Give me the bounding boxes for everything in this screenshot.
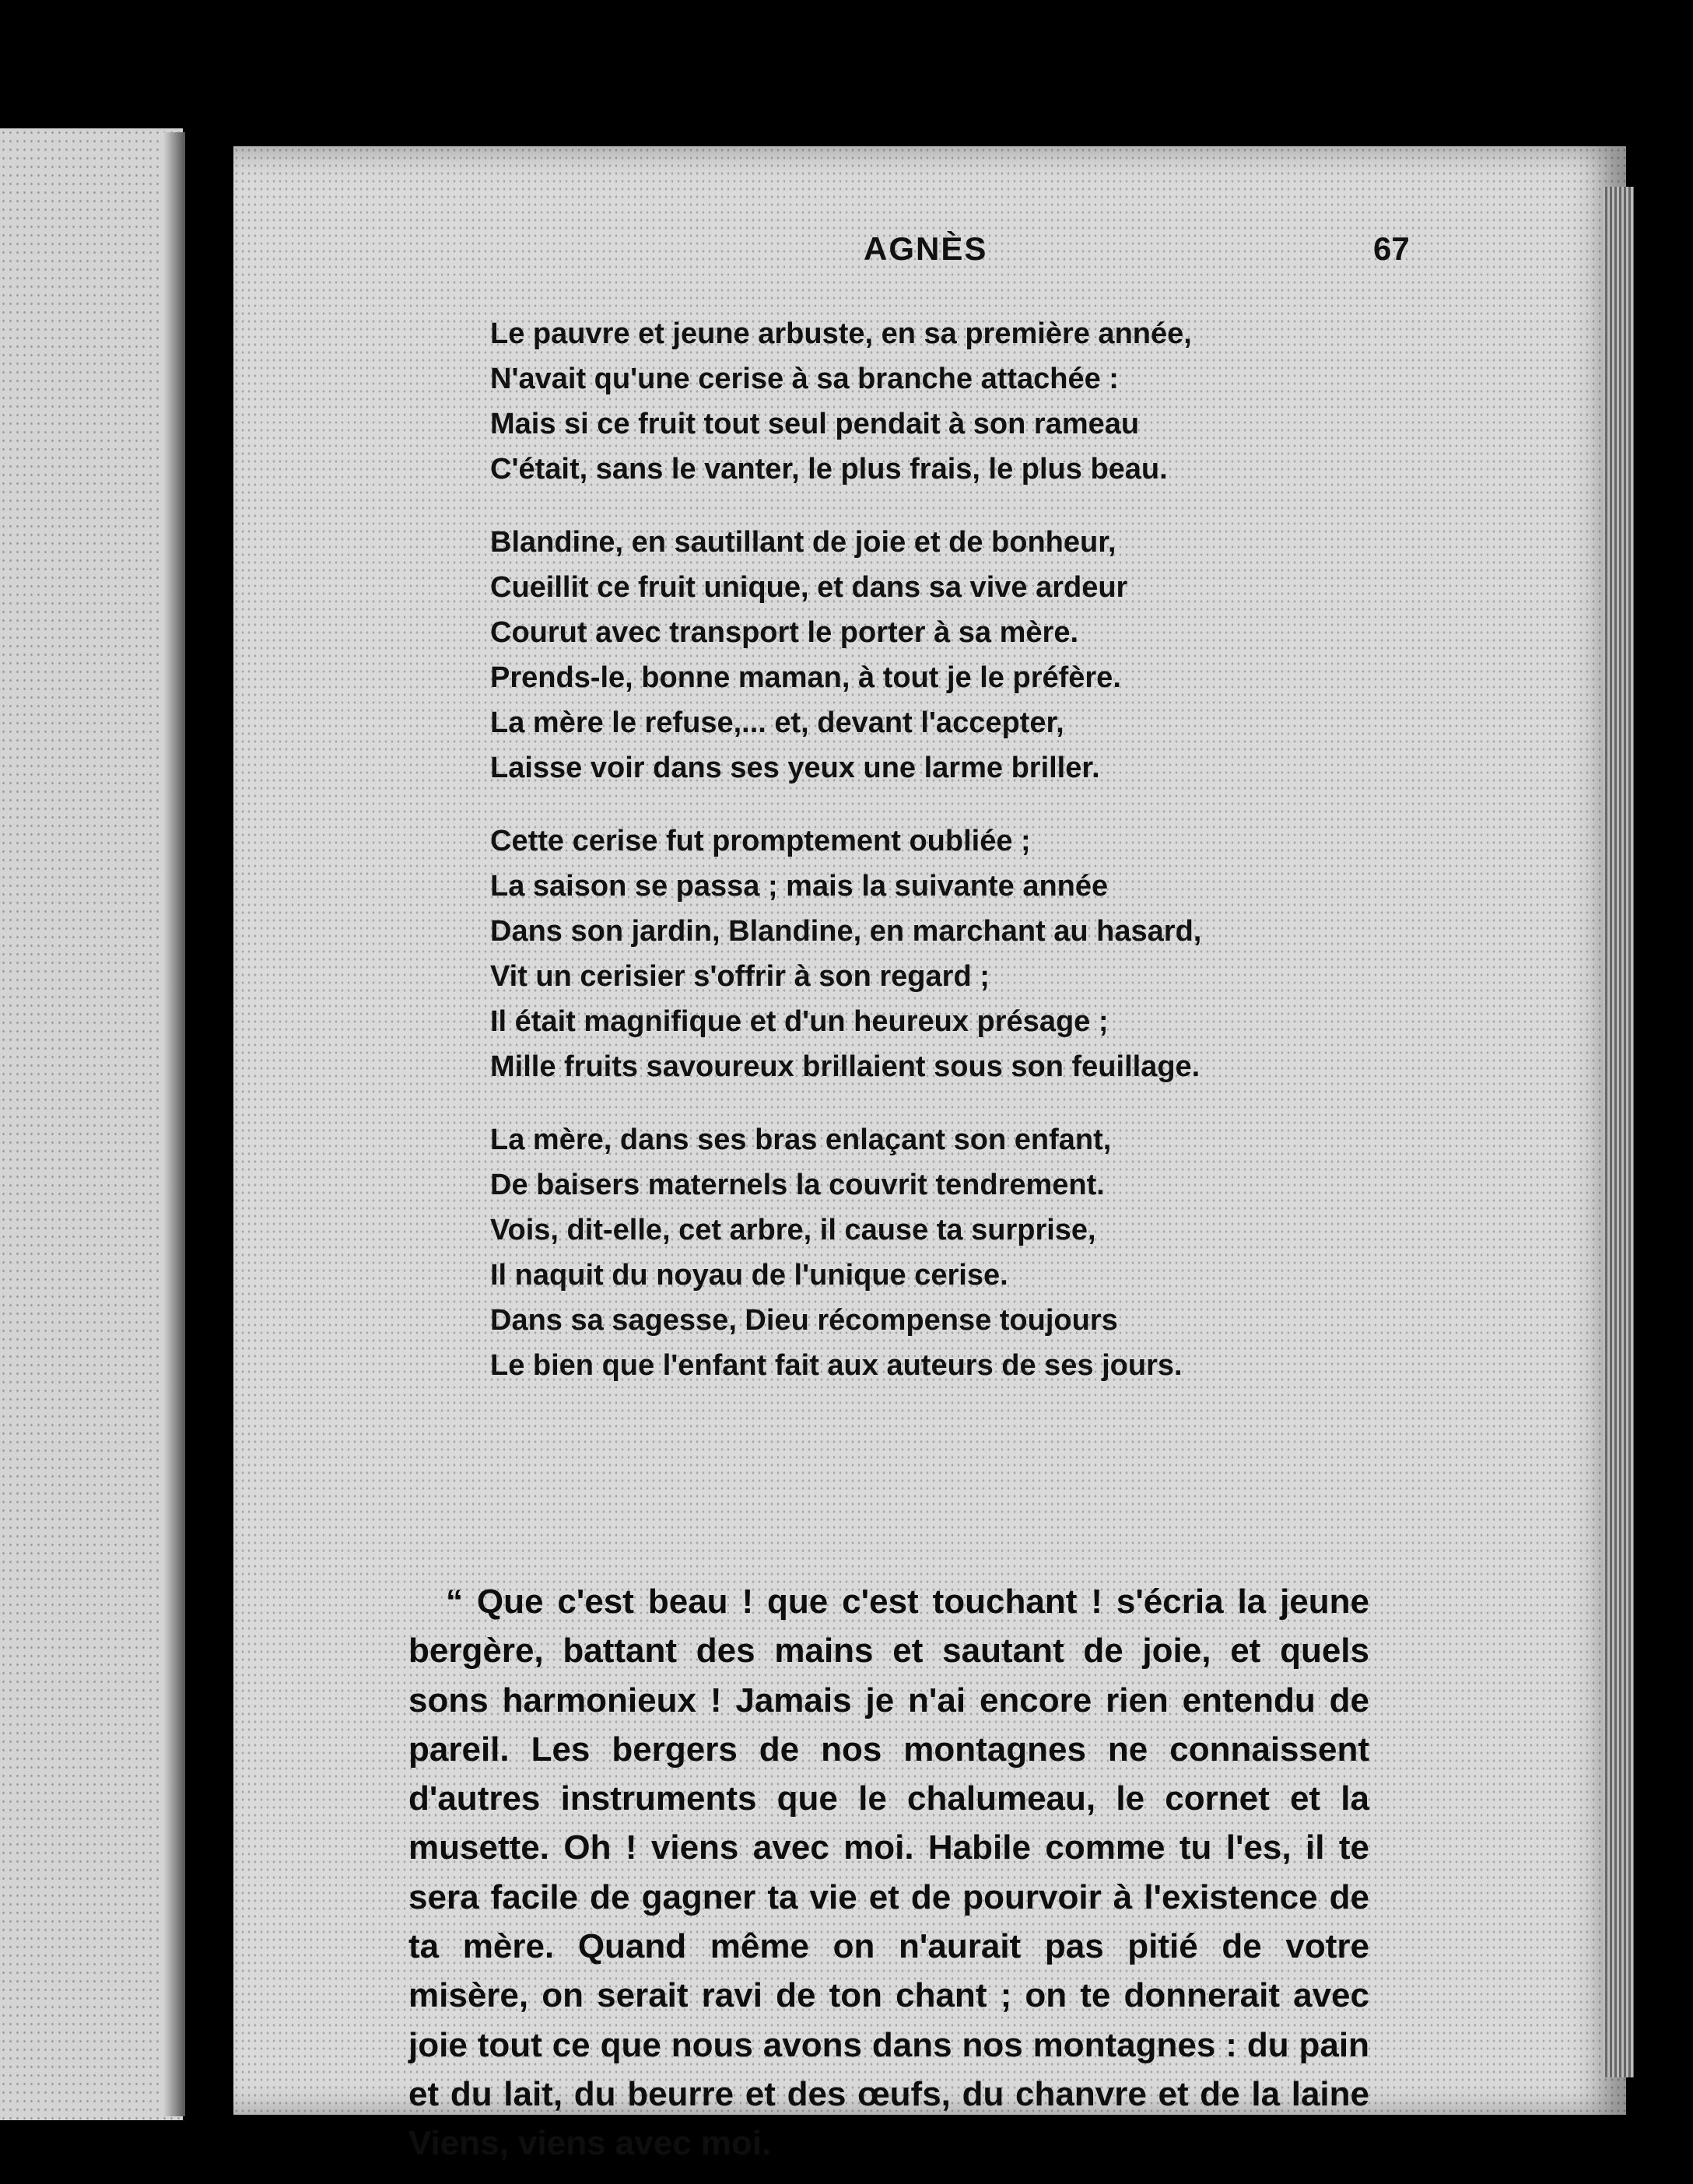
verse-line: Cueillit ce fruit unique, et dans sa vive ardeur <box>490 571 1128 604</box>
stanza <box>490 819 1595 1089</box>
stanza <box>490 311 1595 492</box>
verse-line: Vois, dit-elle, cet arbre, il cause ta surprise, <box>490 1214 1096 1246</box>
running-title: AGNÈS <box>864 230 988 267</box>
page-edges <box>1603 187 1634 2077</box>
page-header <box>233 230 1626 277</box>
verse-line: C'était, sans le vanter, le plus frais, le plus beau. <box>490 453 1168 486</box>
verse-line: Dans sa sagesse, Dieu récompense toujours <box>490 1304 1118 1337</box>
poem <box>490 311 1595 1416</box>
verse-line: Le pauvre et jeune arbuste, en sa première année, <box>490 317 1192 350</box>
verse-line: De baisers maternels la couvrit tendrement. <box>490 1169 1105 1201</box>
verse-line: Cette cerise fut promptement oubliée ; <box>490 825 1031 857</box>
verse-line: La mère le refuse,... et, devant l'accepter, <box>490 706 1064 739</box>
verse-line: Mais si ce fruit tout seul pendait à son rameau <box>490 408 1140 440</box>
verse-line: Mille fruits savoureux brillaient sous son feuillage. <box>490 1050 1201 1083</box>
page-number: 67 <box>1373 230 1410 267</box>
verse-line: Blandine, en sautillant de joie et de bonheur, <box>490 526 1116 559</box>
verse-line: Laisse voir dans ses yeux une larme briller. <box>490 752 1100 784</box>
facing-page-shadow <box>163 132 185 2116</box>
verse-line: Il était magnifique et d'un heureux présage ; <box>490 1005 1109 1038</box>
verse-line: Vit un cerisier s'offrir à son regard ; <box>490 960 990 993</box>
verse-line: N'avait qu'une cerise à sa branche attachée : <box>490 363 1119 395</box>
stanza <box>490 1117 1595 1388</box>
verse-line: Il naquit du noyau de l'unique cerise. <box>490 1259 1008 1292</box>
verse-line: Courut avec transport le porter à sa mère. <box>490 616 1079 649</box>
verse-line: Le bien que l'enfant fait aux auteurs de ses jours. <box>490 1349 1183 1382</box>
stanza <box>490 520 1595 791</box>
verse-line: La saison se passa ; mais la suivante année <box>490 870 1109 903</box>
book-gutter <box>185 132 233 2124</box>
book-page <box>233 146 1626 2163</box>
verse-line: La mère, dans ses bras enlaçant son enfant, <box>490 1124 1112 1156</box>
facing-page-fragment <box>0 128 183 2120</box>
verse-line: Prends-le, bonne maman, à tout je le préfère. <box>490 661 1121 694</box>
prose-paragraph: “ Que c'est beau ! que c'est touchant ! s'écria la jeune bergère, battant des mains et sautant de joie, et quels sons harmonieux ! Jamais je n'ai encore rien entendu de pareil. Les bergers de nos montagnes ne connaissent d'autres instruments que le chalumeau, le cornet et la musette. Oh ! viens avec moi. Habile comme tu l'es, il te sera facile de gagner ta vie et de pourvoir à l'existence de ta mère. Quand même on n'aurait pas pitié de votre misère, on serait ravi de ton chant ; on te donnerait avec joie tout ce que nous avons dans nos montagnes : du pain et du lait, du beurre et des œufs, du chanvre et de la laine Viens, viens avec moi. <box>408 1583 1369 2163</box>
verse-line: Dans son jardin, Blandine, en marchant au hasard, <box>490 915 1202 948</box>
